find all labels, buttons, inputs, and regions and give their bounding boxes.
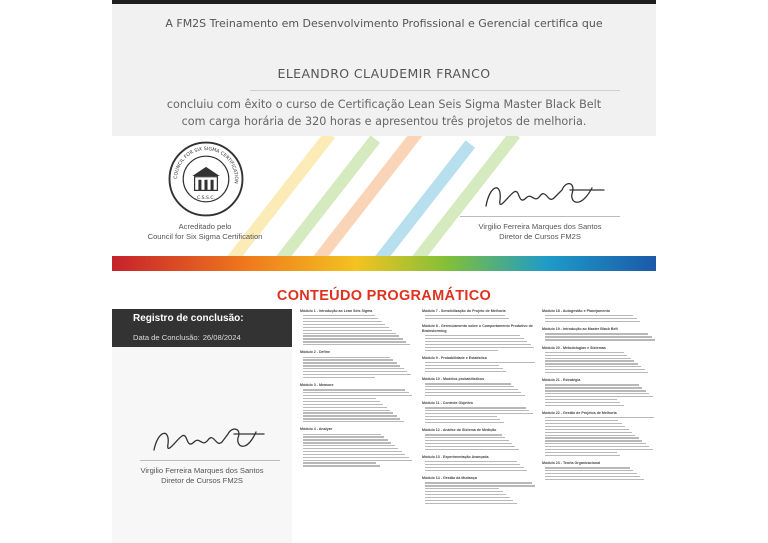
director-role: Diretor de Cursos FM2S: [499, 232, 581, 241]
modules-column: [300, 309, 416, 472]
module-topic-line: [303, 338, 403, 339]
module-title: Módulo 2 - Define: [300, 350, 330, 355]
module-topic-line: [303, 377, 375, 378]
module-topic-line: [303, 465, 380, 466]
module-topic-line: [545, 387, 642, 388]
director-caption: [112, 466, 292, 486]
director-role: Diretor de Cursos FM2S: [161, 476, 243, 485]
module-title: Módulo 7 - Sensibilização do Projeto de Melhoria: [422, 309, 506, 313]
module-topic-line: [303, 451, 402, 452]
module-topic-line: [303, 321, 382, 322]
module-block: [300, 427, 416, 466]
module-block: [542, 411, 658, 456]
module-topic-line: [545, 315, 633, 316]
completion-date: [133, 333, 241, 342]
color-gradient-bar: [112, 256, 656, 271]
module-topic-line: [303, 454, 405, 455]
completion-date-label: Data de Conclusão:: [133, 333, 200, 342]
module-topic-line: [425, 440, 509, 441]
module-topic-line: [425, 416, 497, 417]
module-topic-line: [425, 437, 505, 438]
module-topic-line: [545, 405, 624, 406]
module-topic-line: [545, 449, 653, 450]
workload-statement: com carga horária de 320 horas e apresentou três projetos de melhoria.: [181, 115, 587, 128]
module-topic-line: [303, 421, 404, 422]
module-topic-line: [545, 420, 618, 421]
module-topic-line: [303, 318, 378, 319]
module-topic-line: [303, 462, 376, 463]
module-topic-line: [545, 440, 642, 441]
module-title: Módulo 22 - Gestão de Projetos de Melhoria: [542, 410, 617, 415]
module-block: [542, 378, 658, 406]
modules-column: [422, 309, 538, 509]
module-topic-line: [303, 398, 376, 399]
module-topic-line: [545, 372, 648, 373]
module-topic-line: [545, 423, 622, 424]
module-block: [422, 476, 538, 504]
module-topic-line: [303, 341, 406, 342]
module-topic-line: [425, 419, 500, 420]
module-topic-line: [545, 467, 630, 468]
modules-list: [300, 309, 656, 543]
module-topic-line: [303, 457, 409, 458]
module-topic-line: [545, 479, 644, 480]
module-topic-line: [545, 432, 632, 433]
module-topic-line: [425, 461, 517, 462]
module-title: Módulo 8 - Gerenciamento sobre o Comportamento Produtivo de Brainstorming: [422, 324, 533, 333]
module-topic-line: [425, 344, 531, 345]
module-title: Módulo 9 - Probabilidade e Estatística: [422, 355, 487, 360]
module-topic-line: [545, 384, 639, 385]
signature-line: [460, 216, 620, 217]
module-block: [422, 356, 538, 372]
module-block: [422, 428, 538, 450]
module-topic-line: [545, 435, 635, 436]
module-block: [422, 455, 538, 471]
module-block: [300, 383, 416, 422]
accreditation-line-1: Acreditado pelo: [178, 222, 232, 231]
module-block: [422, 377, 538, 396]
module-topic-line: [303, 436, 384, 437]
module-topic-line: [545, 390, 646, 391]
module-topic-line: [425, 413, 533, 414]
module-title: Módulo 13 - Experimentação Avançada: [422, 454, 489, 459]
module-topic-line: [545, 429, 629, 430]
module-topic-line: [425, 446, 515, 447]
director-name: Virgilio Ferreira Marques dos Santos: [478, 222, 602, 231]
name-underline: [250, 90, 620, 91]
module-topic-line: [303, 368, 404, 369]
module-topic-line: [545, 455, 620, 456]
module-topic-line: [425, 395, 525, 396]
module-title: Módulo 23 - Teoria Organizacional: [542, 461, 601, 466]
accreditation-caption: [125, 222, 285, 242]
module-topic-line: [303, 344, 410, 345]
module-topic-line: [303, 401, 380, 402]
modules-column: [542, 309, 658, 485]
module-block: [300, 309, 416, 345]
module-topic-line: [303, 389, 405, 390]
module-topic-line: [425, 467, 524, 468]
accreditation-line-2: Council for Six Sigma Certification: [147, 232, 263, 241]
module-title: Módulo 10 - Modelos probabilísticos: [422, 377, 485, 382]
module-topic-line: [545, 452, 617, 453]
module-title: Módulo 18 - Autogestão e Planejamento: [542, 309, 610, 313]
module-topic-line: [545, 336, 652, 337]
module-title: Módulo 21 - Estratégia: [542, 378, 581, 383]
module-topic-line: [545, 358, 631, 359]
director-caption: [450, 222, 630, 242]
module-title: Módulo 4 - Analyze: [300, 427, 333, 432]
module-topic-line: [425, 485, 535, 486]
module-topic-line: [425, 371, 506, 372]
module-topic-line: [303, 357, 390, 358]
module-title: Módulo 12 - Análise do Sistema de Medição: [422, 428, 497, 433]
module-topic-line: [303, 404, 383, 405]
module-topic-line: [425, 341, 527, 342]
completion-date-value: 26/08/2024: [202, 333, 241, 342]
module-topic-line: [303, 371, 407, 372]
module-topic-line: [303, 460, 412, 461]
module-topic-line: [303, 415, 397, 416]
module-topic-line: [545, 443, 646, 444]
module-topic-line: [545, 402, 620, 403]
module-topic-line: [425, 434, 502, 435]
module-topic-line: [425, 491, 503, 492]
module-topic-line: [303, 327, 389, 328]
module-topic-line: [303, 445, 395, 446]
module-topic-line: [303, 324, 385, 325]
module-title: Módulo 1 - Introdução ao Lean Seis Sigma: [300, 309, 373, 313]
module-topic-line: [545, 363, 638, 364]
module-topic-line: [545, 321, 640, 322]
module-topic-line: [545, 446, 649, 447]
module-topic-line: [303, 410, 390, 411]
module-topic-line: [425, 392, 521, 393]
director-name: Virgilio Ferreira Marques dos Santos: [140, 466, 264, 475]
module-block: [542, 346, 658, 374]
module-topic-line: [545, 426, 625, 427]
module-topic-line: [425, 410, 529, 411]
seal-bottom-text: C.S.S.C.: [197, 195, 215, 201]
module-title: Módulo 19 - Introdução ao Master Black Belt: [542, 327, 618, 332]
seal-ring-text: COUNCIL FOR SIX SIGMA CERTIFICATION: [174, 147, 238, 184]
module-topic-line: [303, 448, 398, 449]
module-title: Módulo 14 - Gestão da Mudança: [422, 476, 477, 481]
module-topic-line: [545, 360, 634, 361]
module-topic-line: [425, 318, 509, 319]
module-topic-line: [425, 422, 504, 423]
module-topic-line: [303, 395, 412, 396]
module-block: [422, 401, 538, 423]
module-block: [422, 324, 538, 351]
module-topic-line: [425, 500, 513, 501]
module-topic-line: [545, 417, 654, 418]
module-topic-line: [303, 362, 397, 363]
module-title: Módulo 11 - Controle Objetivo: [422, 401, 473, 406]
module-topic-line: [425, 386, 514, 387]
module-topic-line: [303, 365, 400, 366]
module-topic-line: [303, 412, 393, 413]
module-topic-line: [425, 365, 499, 366]
module-topic-line: [545, 355, 627, 356]
module-topic-line: [303, 330, 392, 331]
module-topic-line: [425, 383, 511, 384]
module-topic-line: [303, 442, 391, 443]
module-topic-line: [425, 407, 526, 408]
module-topic-line: [425, 503, 517, 504]
module-topic-line: [425, 443, 512, 444]
registration-title: Registro de conclusão:: [133, 313, 244, 324]
module-topic-line: [545, 399, 617, 400]
module-topic-line: [425, 368, 503, 369]
module-topic-line: [303, 333, 396, 334]
module-topic-line: [425, 482, 532, 483]
module-title: Módulo 20 - Metodologias e Sistemas: [542, 345, 606, 350]
module-topic-line: [545, 318, 637, 319]
module-topic-line: [545, 339, 655, 340]
module-topic-line: [545, 333, 648, 334]
module-topic-line: [303, 335, 399, 336]
module-topic-line: [303, 374, 411, 375]
recipient-name: ELEANDRO CLAUDEMIR FRANCO: [277, 66, 491, 81]
module-topic-line: [545, 369, 645, 370]
director-signature-icon: [148, 422, 270, 462]
program-content-title: CONTEÚDO PROGRAMÁTICO: [276, 288, 492, 304]
module-topic-line: [303, 418, 400, 419]
completion-statement: concluiu com êxito o curso de Certificação Lean Seis Sigma Master Black Belt: [166, 98, 602, 111]
module-topic-line: [425, 338, 524, 339]
module-topic-line: [425, 497, 510, 498]
council-seal-icon: [168, 141, 244, 217]
module-topic-line: [303, 407, 387, 408]
module-title: Módulo 3 - Measure: [300, 383, 334, 388]
module-topic-line: [425, 494, 506, 495]
module-block: [542, 309, 658, 322]
module-topic-line: [425, 350, 498, 351]
module-block: [542, 327, 658, 340]
module-topic-line: [425, 315, 505, 316]
module-topic-line: [425, 347, 534, 348]
module-topic-line: [545, 366, 641, 367]
module-topic-line: [425, 470, 527, 471]
module-topic-line: [425, 362, 535, 363]
module-topic-line: [303, 359, 393, 360]
module-topic-line: [303, 439, 388, 440]
module-topic-line: [303, 434, 381, 435]
issuer-statement: A FM2S Treinamento em Desenvolvimento Profissional e Gerencial certifica que: [165, 17, 603, 30]
module-topic-line: [545, 396, 653, 397]
module-topic-line: [545, 476, 640, 477]
module-block: [542, 461, 658, 480]
module-topic-line: [303, 392, 409, 393]
module-topic-line: [545, 470, 633, 471]
module-topic-line: [425, 488, 499, 489]
module-topic-line: [303, 315, 375, 316]
module-topic-line: [425, 389, 518, 390]
module-topic-line: [545, 393, 649, 394]
module-topic-line: [545, 352, 624, 353]
module-topic-line: [425, 464, 520, 465]
module-topic-line: [425, 335, 520, 336]
module-topic-line: [545, 473, 637, 474]
module-block: [300, 350, 416, 378]
module-block: [422, 309, 538, 319]
module-topic-line: [425, 449, 519, 450]
module-topic-line: [545, 437, 639, 438]
signature-line: [140, 460, 280, 461]
director-signature-icon: [480, 176, 610, 218]
